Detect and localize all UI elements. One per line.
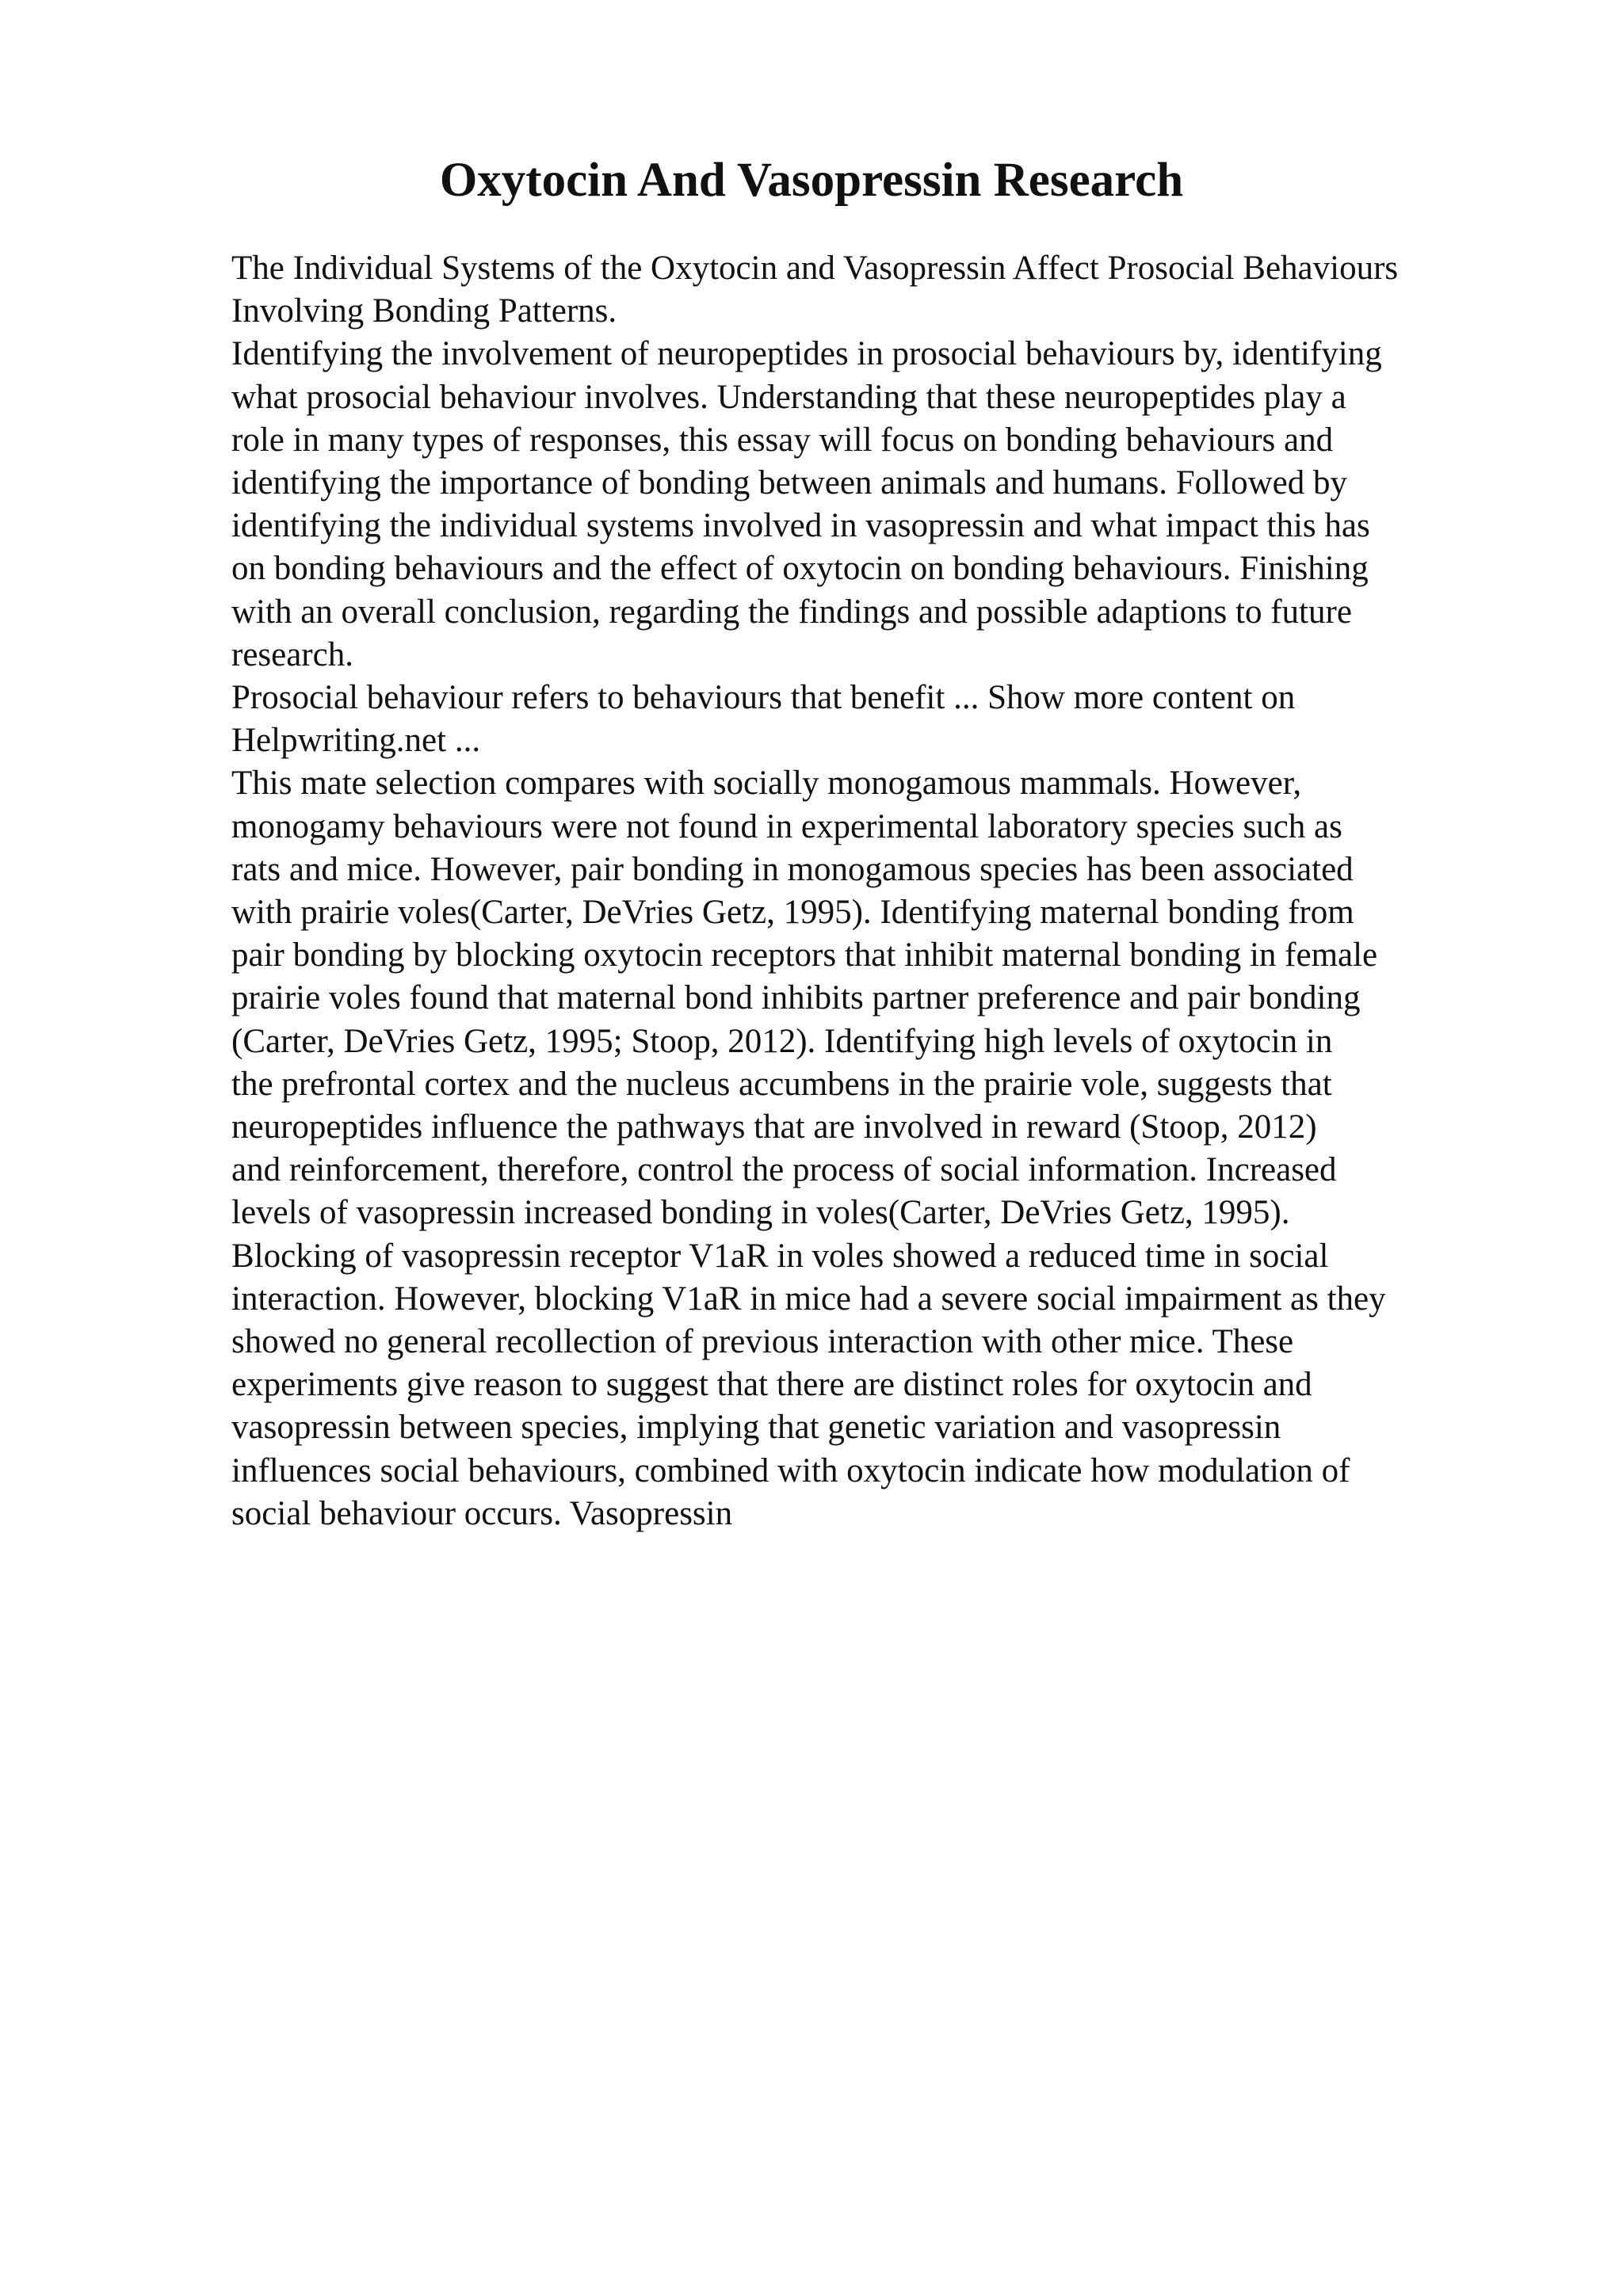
text-line: with an overall conclusion, regarding the findings and possible adaptions to future bbox=[231, 593, 1352, 631]
text-line: the prefrontal cortex and the nucleus accumbens in the prairie vole, suggests that bbox=[231, 1065, 1332, 1103]
text-line: prairie voles found that maternal bond inhibits partner preference and pair bonding bbox=[231, 979, 1361, 1017]
text-line: showed no general recollection of previous interaction with other mice. These bbox=[231, 1323, 1294, 1361]
text-line: what prosocial behaviour involves. Understanding that these neuropeptides play a bbox=[231, 378, 1346, 416]
text-line: identifying the importance of bonding between animals and humans. Followed by bbox=[231, 464, 1347, 502]
text-line: Involving Bonding Patterns. bbox=[231, 292, 617, 330]
text-line: identifying the individual systems involved in vasopressin and what impact this has bbox=[231, 507, 1370, 545]
text-line: on bonding behaviours and the effect of oxytocin on bonding behaviours. Finishing bbox=[231, 550, 1369, 588]
text-line: with prairie voles(Carter, DeVries Getz, 1995). Identifying maternal bonding from bbox=[231, 894, 1354, 932]
text-line: levels of vasopressin increased bonding in voles(Carter, DeVries Getz, 1995). bbox=[231, 1194, 1290, 1232]
text-line: Blocking of vasopressin receptor V1aR in voles showed a reduced time in social bbox=[231, 1237, 1329, 1275]
text-line: role in many types of responses, this essay will focus on bonding behaviours and bbox=[231, 421, 1334, 459]
text-line: influences social behaviours, combined with oxytocin indicate how modulation of bbox=[231, 1451, 1350, 1489]
document-title: Oxytocin And Vasopressin Research bbox=[439, 154, 1184, 207]
text-line: This mate selection compares with socially monogamous mammals. However, bbox=[231, 765, 1302, 803]
text-line: experiments give reason to suggest that there are distinct roles for oxytocin and bbox=[231, 1366, 1312, 1404]
text-line: Identifying the involvement of neuropeptides in prosocial behaviours by, identifying bbox=[231, 335, 1382, 373]
text-line: social behaviour occurs. Vasopressin bbox=[231, 1494, 733, 1532]
text-line: Helpwriting.net ... bbox=[231, 722, 481, 760]
text-line: neuropeptides influence the pathways that are involved in reward (Stoop, 2012) bbox=[231, 1108, 1317, 1146]
text-line: pair bonding by blocking oxytocin receptors that inhibit maternal bonding in female bbox=[231, 936, 1378, 974]
text-line: research. bbox=[231, 635, 353, 673]
document-body bbox=[231, 247, 1547, 1535]
text-line: and reinforcement, therefore, control the process of social information. Increased bbox=[231, 1151, 1337, 1189]
text-line: monogamy behaviours were not found in experimental laboratory species such as bbox=[231, 807, 1342, 845]
text-line: The Individual Systems of the Oxytocin and Vasopressin Affect Prosocial Behaviours bbox=[231, 250, 1399, 287]
text-line: (Carter, DeVries Getz, 1995; Stoop, 2012). Identifying high levels of oxytocin in bbox=[231, 1022, 1333, 1060]
text-line: interaction. However, blocking V1aR in mice had a severe social impairment as they bbox=[231, 1280, 1386, 1318]
text-line: vasopressin between species, implying that genetic variation and vasopressin bbox=[231, 1409, 1281, 1447]
text-line: rats and mice. However, pair bonding in monogamous species has been associated bbox=[231, 850, 1354, 888]
text-line: Prosocial behaviour refers to behaviours that benefit ... Show more content on bbox=[231, 679, 1296, 717]
